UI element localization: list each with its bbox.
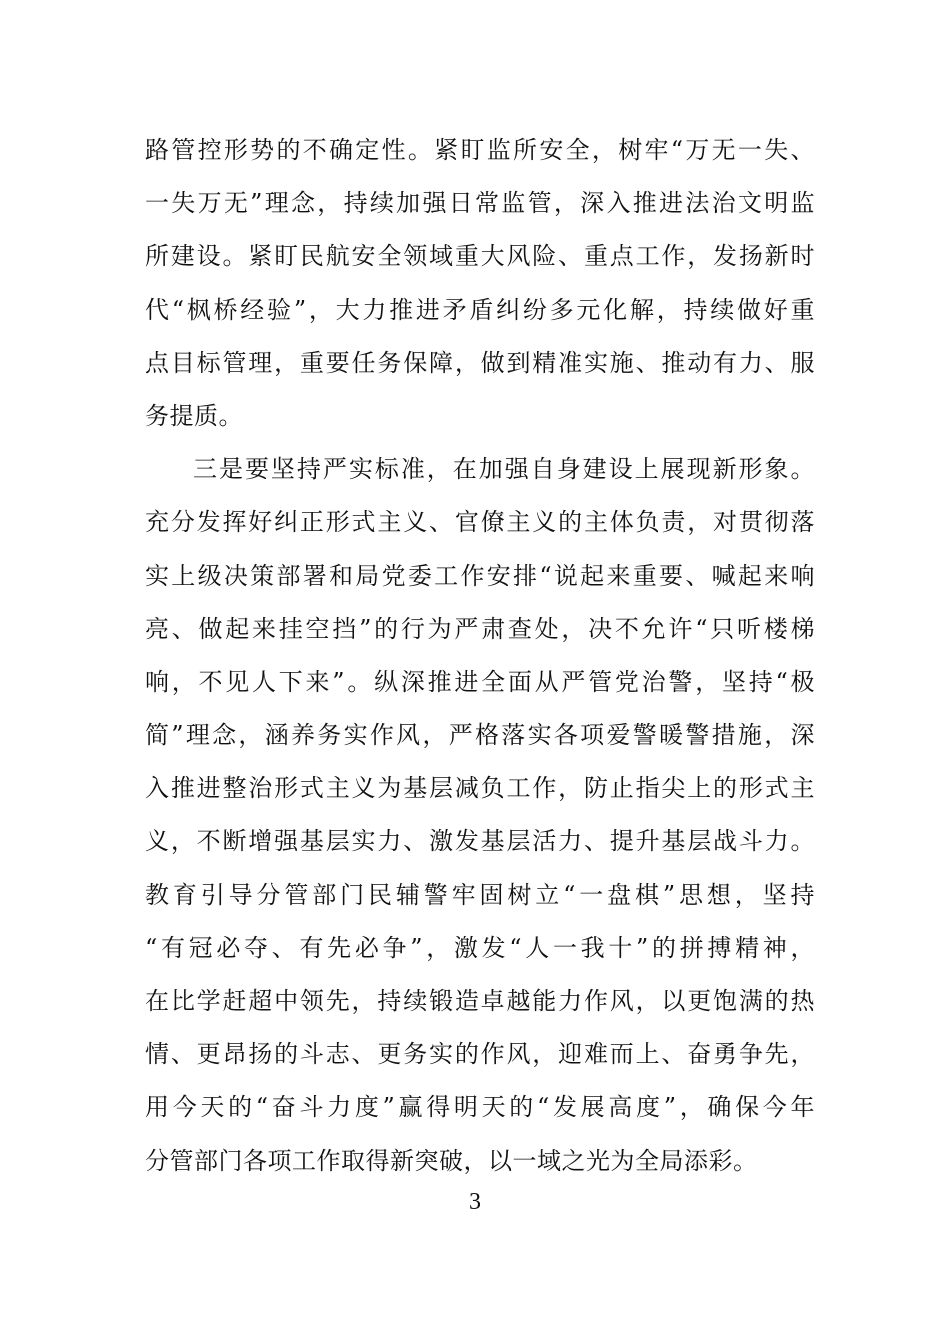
paragraph-1-line: 路管控形势的不确定性。紧盯监所安全，树牢“万无一失、: [145, 136, 815, 164]
body-text: [145, 124, 815, 1188]
paragraph-2-line: 亮、做起来挂空挡”的行为严肃查处，决不允许“只听楼梯: [145, 614, 815, 643]
paragraph-2-line: 用今天的“奋斗力度”赢得明天的“发展高度”，确保今年: [145, 1093, 815, 1122]
paragraph-1-line: 所建设。紧盯民航安全领域重大风险、重点工作，发扬新时: [145, 242, 815, 271]
paragraph-2-line: 实上级决策部署和局党委工作安排“说起来重要、喊起来响: [145, 561, 815, 590]
paragraph-2-line: 充分发挥好纠正形式主义、官僚主义的主体负责，对贯彻落: [145, 508, 815, 537]
paragraph-1-line: 一失万无”理念，持续加强日常监管，深入推进法治文明监: [145, 189, 815, 218]
paragraph-2-line: “有冠必夺、有先必争”，激发“人一我十”的拼搏精神，: [145, 933, 815, 962]
paragraph-2-line: 分管部门各项工作取得新突破，以一域之光为全局添彩。: [145, 1146, 758, 1175]
paragraph-2-line: 义，不断增强基层实力、激发基层活力、提升基层战斗力。: [145, 827, 815, 856]
paragraph-1-line: 点目标管理，重要任务保障，做到精准实施、推动有力、服: [145, 348, 815, 377]
paragraph-2-line: 情、更昂扬的斗志、更务实的作风，迎难而上、奋勇争先，: [145, 1040, 815, 1069]
paragraph-2-line: 入推进整治形式主义为基层减负工作，防止指尖上的形式主: [145, 774, 815, 803]
paragraph-2-line: 响，不见人下来”。纵深推进全面从严管党治警，坚持“极: [145, 667, 815, 696]
paragraph-2-line: 简”理念，涵养务实作风，严格落实各项爱警暖警措施，深: [145, 721, 815, 750]
paragraph-2-line: 在比学赶超中领先，持续锻造卓越能力作风，以更饱满的热: [145, 987, 815, 1015]
page-number: 3: [469, 1189, 481, 1215]
paragraph-1-line: 务提质。: [145, 401, 243, 430]
paragraph-1-line: 代“枫桥经验”，大力推进矛盾纠纷多元化解，持续做好重: [145, 295, 815, 324]
paragraph-2-line: 教育引导分管部门民辅警牢固树立“一盘棋”思想，坚持: [145, 880, 815, 909]
paragraph-2-line: 三是要坚持严实标准，在加强自身建设上展现新形象。: [193, 455, 815, 484]
